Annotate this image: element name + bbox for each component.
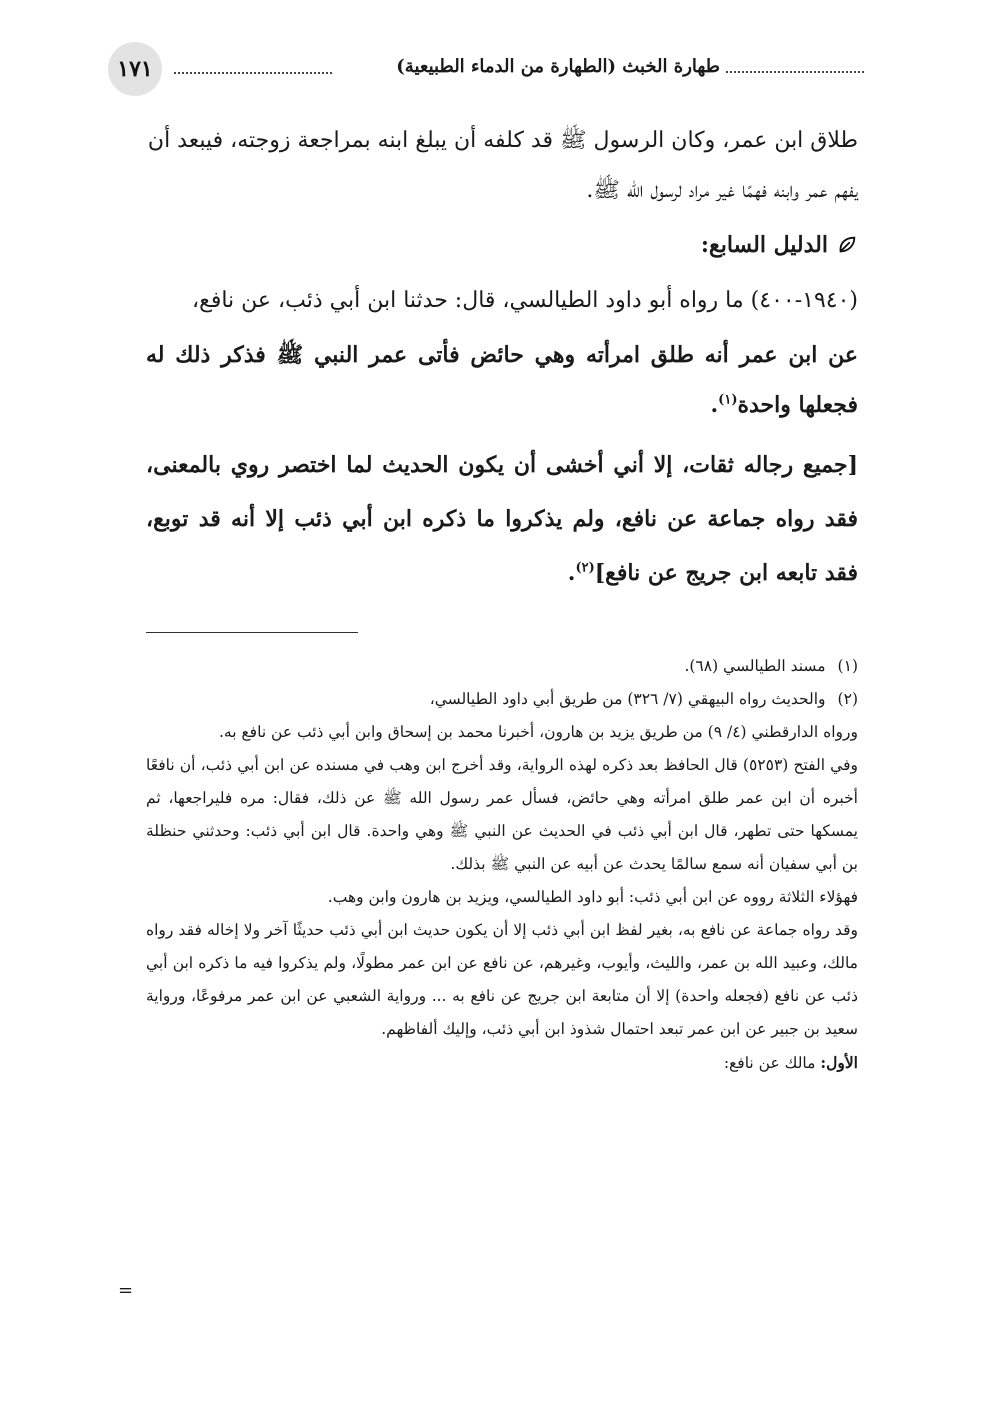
running-head (396, 56, 864, 77)
hadith-matn: عن ابن عمر أنه طلق امرأته وهي حائض فأتى عمر النبي ﷺ فذكر ذلك له فجعلها واحدة (146, 342, 858, 418)
footnote-ref-1[interactable]: (١) (718, 392, 738, 408)
footnote-2 (146, 683, 858, 716)
footnote-number: (١) (837, 657, 858, 675)
hadith-text (146, 330, 858, 430)
leaf-ornament-icon (836, 234, 858, 256)
footnote-text: مسند الطيالسي (٦٨). (684, 657, 826, 675)
footnotes (146, 650, 858, 1080)
footnote-label: الأول: (820, 1053, 858, 1072)
hadith-end: . (710, 392, 719, 418)
footnote-paragraph (146, 1046, 858, 1080)
paragraph-line: طلاق ابن عمر، وكان الرسول ﷺ قد كلفه أن يبلغ ابنه بمراجعة زوجته، فيبعد أن (147, 128, 858, 153)
header-dots-left (174, 72, 332, 74)
evidence-heading-text: الدليل السابع: (700, 232, 828, 258)
evidence-heading (146, 220, 858, 270)
continuation-mark: = (118, 1280, 134, 1301)
paragraph-line: يفهم عمر وابنه فهمًا غير مراد لرسول الله ﷺ. (586, 178, 858, 203)
running-title: طهارة الخبث (الطهارة من الدماء الطبيعية) (396, 56, 720, 77)
main-text (146, 116, 858, 600)
footnote-number: (٢) (837, 690, 858, 708)
footnote-1 (146, 650, 858, 683)
footnote-paragraph: وفي الفتح (٥٢٥٣) قال الحافظ بعد ذكره لهذه الرواية، وقد أخرج ابن وهب في مسنده عن ابن أبي ذئب، أن نافعًا أخبره أن ابن عمر طلق امرأته وهي حائض، فسأل عمر رسول الله ﷺ عن ذلك، فقال: مره فليراجعها، ثم يمسكها حتى تطهر، قال ابن أبي ذئب في الحديث عن النبي ﷺ وهي واحدة. قال ابن أبي ذئب: وحدثني حنظلة بن أبي سفيان أنه سمع سالمًا يحدث عن أبيه عن النبي ﷺ بذلك. (146, 756, 858, 873)
grading-text: [جميع رجاله ثقات، إلا أني أخشى أن يكون الحديث لما اختصر روي بالمعنى، فقد رواه جماعة عن نافع، ولم يذكروا ما ذكره ابن أبي ذئب إلا أنه قد توبع، فقد تابعه ابن جريج عن نافع] (146, 452, 858, 586)
footnote-paragraph-text: مالك عن نافع: (723, 1054, 821, 1072)
grading-end: . (567, 560, 576, 586)
header-dots-right (726, 71, 864, 73)
hadith-grading (146, 438, 858, 600)
footnote-ref-2[interactable]: (٢) (575, 560, 595, 576)
footnote-paragraph: ورواه الدارقطني (٤/ ٩) من طريق يزيد بن هارون، أخبرنا محمد بن إسحاق وابن أبي ذئب عن نافع به. (218, 723, 858, 741)
hadith-intro: (١٩٤٠-٤٠٠) ما رواه أبو داود الطيالسي، قال: حدثنا ابن أبي ذئب، عن نافع، (192, 288, 858, 313)
footnote-text: والحديث رواه البيهقي (٧/ ٣٢٦) من طريق أبي داود الطيالسي، (429, 690, 826, 708)
page-number: ١٧١ (108, 42, 162, 96)
footnote-paragraph: وقد رواه جماعة عن نافع به، بغير لفظ ابن أبي ذئب إلا أن يكون حديث ابن أبي ذئب حديثًا آخر ولا إخاله فقد رواه مالك، وعبيد الله بن عمر، والليث، وأيوب، وغيرهم، عن نافع عن ابن عمر مطولًا، ولم يذكروا فيه ما ذكره ابن أبي ذئب عن نافع (فجعله واحدة) إلا أن متابعة ابن جريج عن نافع به ... ورواية الشعبي عن ابن عمر مرفوعًا، ورواية سعيد بن جبير عن ابن عمر تبعد احتمال شذوذ ابن أبي ذئب، وإليك ألفاظهم. (146, 921, 858, 1038)
footnote-paragraph: فهؤلاء الثلاثة رووه عن ابن أبي ذئب: أبو داود الطيالسي، ويزيد بن هارون وابن وهب. (327, 888, 858, 906)
page-header (108, 42, 864, 94)
footnote-separator (146, 632, 358, 633)
